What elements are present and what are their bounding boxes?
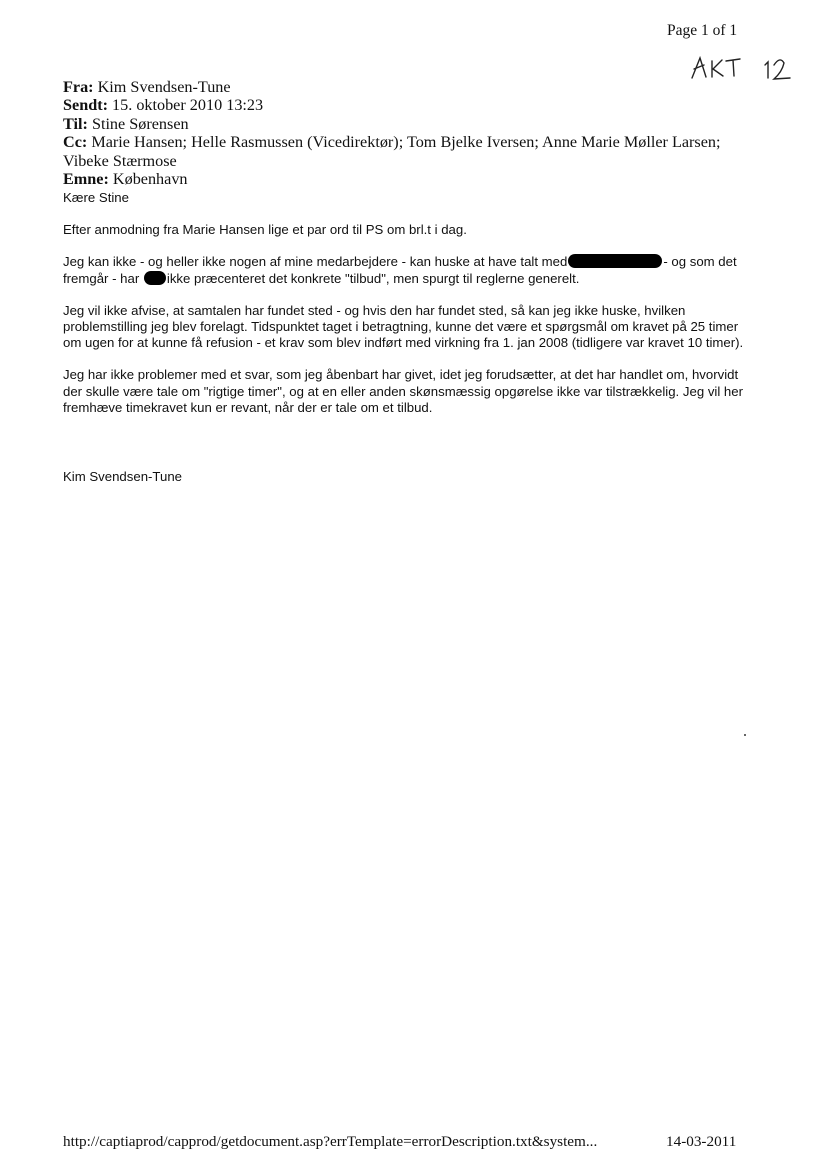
sent-label: Sendt: [63,96,108,115]
footer-date: 14-03-2011 [666,1133,737,1150]
cc-value: Marie Hansen; Helle Rasmussen (Vicedirektør); Tom Bjelke Iversen; Anne Marie Møller Larsen; Vibeke Stærmose [63,133,721,170]
paragraph-2-part-c: ikke præcenteret det konkrete "tilbud", men spurgt til reglerne generelt. [166,270,580,286]
paragraph-1: Efter anmodning fra Marie Hansen lige et par ord til PS om brl.t i dag. [63,222,467,238]
sent-value: 15. oktober 2010 13:23 [112,96,264,115]
footer-url: http://captiaprod/capprod/getdocument.asp?errTemplate=errorDescription.txt&system... [63,1133,598,1150]
to-label: Til: [63,114,88,133]
paragraph-2 [63,254,753,286]
paragraph-3: Jeg vil ikke afvise, at samtalen har fundet sted - og hvis den har fundet sted, så kan jeg ikke huske, hvilken problemstilling jeg blev forelagt. Tidspunktet taget i betragtning, kunne det være et spørgsmål om kravet på 25 timer om ugen for at kunne få refusion - et krav som blev indført med virkning fra 1. jan 2008 (tidligere var kravet 10 timer). [63,302,744,351]
subject-label: Emne: [63,170,109,189]
signature: Kim Svendsen-Tune [63,469,182,484]
scan-speck [744,734,746,736]
cc-label: Cc: [63,133,88,152]
subject-value: København [112,170,188,189]
from-label: Fra: [63,78,94,96]
email-body [63,190,753,416]
subject-row [63,170,763,188]
paragraph-4: Jeg har ikke problemer med et svar, som jeg åbenbart har givet, idet jeg forudsætter, at det har handlet om, hvorvidt der skulle være tale om "rigtige timer", og at en eller anden skønsmæssig opgørelse ikke var tilstrækkelig. Jeg vil her fremhæve timekravet kun er revant, når der er tale om et tilbud. [63,367,743,415]
redaction-bar [144,271,166,285]
to-row [63,115,763,133]
paragraph-2-part-a: Jeg kan ikke - og heller ikke nogen af mine medarbejdere - kan huske at have talt med [63,254,568,270]
sent-row [63,96,763,114]
to-value: Stine Sørensen [91,114,189,133]
email-header [63,78,763,188]
redaction-bar [568,254,662,268]
from-row [63,78,763,96]
from-value: Kim Svendsen-Tune [97,78,231,96]
paragraph-2-part-b: - og som det fremgår - har [63,254,737,286]
page-number: Page 1 of 1 [667,22,738,39]
greeting: Kære Stine [63,190,129,205]
cc-row [63,133,763,170]
